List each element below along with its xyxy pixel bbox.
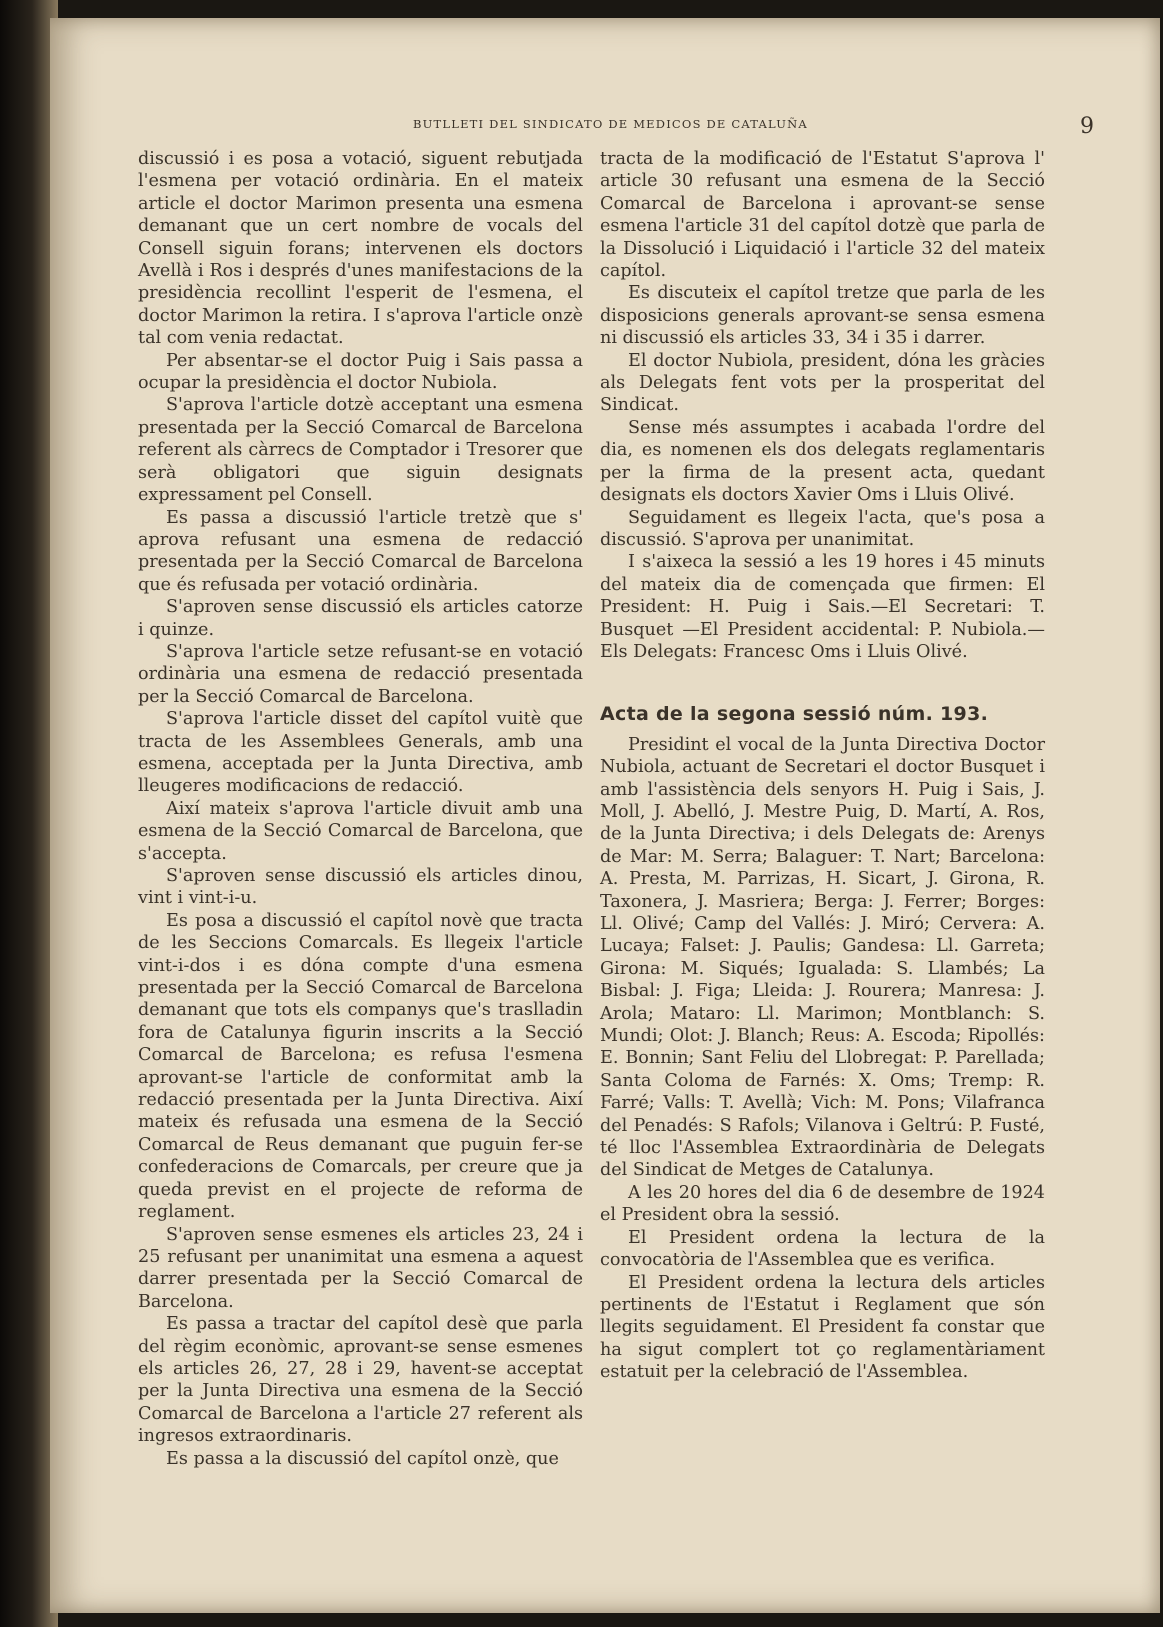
running-header: BUTLLETI DEL SINDICATO DE MEDICOS DE CATALUÑA (413, 117, 808, 131)
paragraph: tracta de la modificació de l'Estatut S'aprova l' article 30 refusant una esmena de la Secció Comarcal de Barcelona i aprovant-se sense esmena l'article 31 del capítol dotzè que parla de la Dissolució i Liquidació i l'article 32 del mateix capítol. (600, 149, 1045, 282)
document-page (50, 18, 1160, 1613)
paragraph: A les 20 hores del dia 6 de desembre de 1924 el President obra la sessió. (600, 1182, 1045, 1226)
paragraph: El doctor Nubiola, president, dóna les gràcies als Delegats fent vots per la prosperitat del Sindicat. (600, 350, 1045, 416)
paragraph: Presidint el vocal de la Junta Directiva Doctor Nubiola, actuant de Secretari el doctor Busquet i amb l'assistència dels senyors H. Puig i Sais, J. Moll, J. Abelló, J. Mestre Puig, D. Martí, A. Ros, de la Junta Directiva; i dels Delegats de: Arenys de Mar: M. Serra; Balaguer: T. Nart; Barcelona: A. Presta, M. Parrizas, H. Sicart, J. Girona, R. Taxonera, J. Masriera; Berga: J. Ferrer; Borges: Ll. Olivé; Camp del Vallés: J. Miró; Cervera: A. Lucaya; Falset: J. Paulis; Gandesa: Ll. Garreta; Girona: M. Siqués; Igualada: S. Llambés; La Bisbal: J. Figa; Lleida: J. Rourera; Manresa: J. Arola; Mataro: Ll. Marimon; Montblanch: S. Mundi; Olot: J. Blanch; Reus: A. Escoda; Ripollés: E. Bonnin; Sant Feliu del Llobregat: P. Parellada; Santa Coloma de Farnés: X. Oms; Tremp: R. Farré; Valls: T. Avellà; Vich: M. Pons; Vilafranca del Penadés: S Rafols; Vilanova i Geltrú: P. Fusté, té lloc l'Assemblea Extraordinària de Delegats del Sindicat de Metges de Catalunya. (600, 734, 1045, 1181)
paragraph: I s'aixeca la sessió a les 19 hores i 45 minuts del mateix dia de començada que firmen: El President: H. Puig i Sais.—El Secretari: T. Busquet —El President accidental: P. Nubiola.—Els Delegats: Francesc Oms i Lluis Olivé. (600, 552, 1045, 662)
paragraph: El President ordena la lectura dels articles pertinents de l'Estatut i Reglament que són llegits seguidament. El President fa constar que ha sigut complert tot ço reglamentàriament estatuit per la celebració de l'Assemblea. (600, 1272, 1045, 1383)
paragraph: S'aproven sense discussió els articles dinou, vint i vint-i-u. (138, 866, 583, 909)
paragraph: S'aproven sense discussió els articles catorze i quinze. (138, 597, 583, 640)
paragraph: S'aprova l'article disset del capítol vuitè que tracta de les Assemblees Generals, amb una esmena, acceptada per la Junta Directiva, amb lleugeres modificacions de redacció. (138, 709, 583, 797)
section-heading: Acta de la segona sessió núm. 193. (600, 703, 989, 726)
page-number: 9 (1080, 114, 1094, 139)
paragraph: El President ordena la lectura de la convocatòria de l'Assemblea que es verifica. (600, 1227, 1045, 1271)
paragraph: Seguidament es llegeix l'acta, que's posa a discussió. S'aprova per unanimitat. (600, 507, 1045, 550)
paragraph: discussió i es posa a votació, siguent rebutjada l'esmena per votació ordinària. En el mateix article el doctor Marimon presenta una esmena demanant que un cert nombre de vocals del Consell siguin forans; intervenen els doctors Avellà i Ros i després d'unes manifestacions de la presidència recollint l'esperit de l'esmena, el doctor Marimon la retira. I s'aprova l'article onzè tal com venia redactat. (138, 149, 583, 349)
paragraph: Per absentar-se el doctor Puig i Sais passa a ocupar la presidència el doctor Nubiola. (138, 350, 583, 394)
paragraph: Sense més assumptes i acabada l'ordre del dia, es nomenen els dos delegats reglamentaris per la firma de la present acta, quedant designats els doctors Xavier Oms i Lluis Olivé. (600, 417, 1045, 506)
paragraph: Així mateix s'aprova l'article divuit amb una esmena de la Secció Comarcal de Barcelona, que s'accepta. (138, 798, 583, 864)
right-column (600, 148, 1045, 1384)
paragraph: S'aprova l'article dotzè acceptant una esmena presentada per la Secció Comarcal de Barcelona referent als càrrecs de Comptador i Tresorer que serà obligatori que siguin designats expressament pel Consell. (138, 395, 583, 506)
left-column (138, 148, 583, 1470)
paragraph: S'aproven sense esmenes els articles 23, 24 i 25 refusant per unanimitat una esmena a aquest darrer presentada per la Secció Comarcal de Barcelona. (138, 1224, 583, 1312)
paragraph: Es passa a la discussió del capítol onzè, que (166, 1448, 559, 1469)
paragraph: S'aprova l'article setze refusant-se en votació ordinària una esmena de redacció presentada per la Secció Comarcal de Barcelona. (138, 641, 583, 707)
paragraph: Es passa a discussió l'article tretzè que s' aprova refusant una esmena de redacció presentada per la Secció Comarcal de Barcelona que és refusada per votació ordinària. (138, 507, 583, 595)
paragraph: Es posa a discussió el capítol novè que tracta de les Seccions Comarcals. Es llegeix l'article vint-i-dos i es dóna compte d'una esmena presentada per la Secció Comarcal de Barcelona demanant que tots els companys que's traslladin fora de Catalunya figurin inscrits a la Secció Comarcal de Barcelona; es refusa l'esmena aprovant-se l'article de conformitat amb la redacció presentada per la Junta Directiva. Així mateix és refusada una esmena de la Secció Comarcal de Reus demanant que puguin fer-se confederacions de Comarcals, per creure que ja queda previst en el projecte de reforma de reglament. (138, 910, 583, 1223)
paragraph: Es discuteix el capítol tretze que parla de les disposicions generals aprovant-se sensa esmena ni discussió els articles 33, 34 i 35 i darrer. (600, 283, 1045, 349)
paragraph: Es passa a tractar del capítol desè que parla del règim econòmic, aprovant-se sense esmenes els articles 26, 27, 28 i 29, havent-se acceptat per la Junta Directiva una esmena de la Secció Comarcal de Barcelona a l'article 27 referent als ingresos extraordinaris. (138, 1314, 583, 1447)
